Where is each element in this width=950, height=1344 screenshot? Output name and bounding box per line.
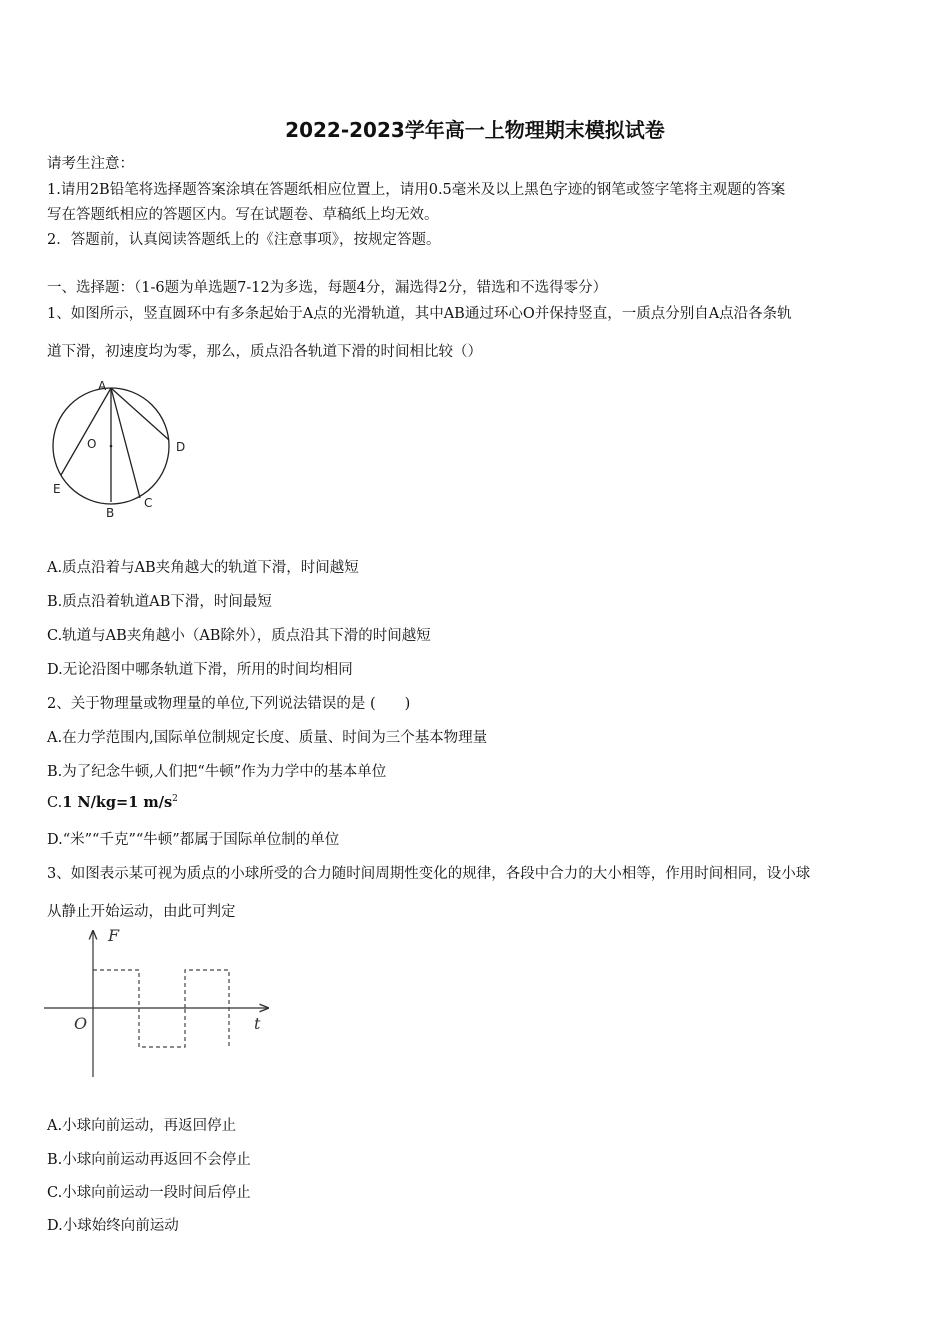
q3-stem-line-1: 3、如图表示某可视为质点的小球所受的合力随时间周期性变化的规律，各段中合力的大小相等，作用时间相同，设小球	[47, 866, 811, 882]
q1-option-b: B.质点沿着轨道AB下滑，时间最短	[47, 594, 272, 610]
q2-option-c-formula: 1 N/kg=1 m/s	[62, 794, 173, 811]
section-heading: 一、选择题：（1-6题为单选题7-12为多选，每题4分，漏选得2分，错选和不选得零分）	[47, 280, 608, 296]
q1-stem-line-2: 道下滑，初速度均为零，那么，质点沿各轨道下滑的时间相比较（）	[47, 344, 482, 360]
label-o: O	[87, 437, 97, 451]
q3-option-d: D.小球始终向前运动	[47, 1218, 179, 1234]
label-f: F	[108, 926, 120, 945]
track-ac	[111, 388, 140, 498]
q2-stem: 2、关于物理量或物理量的单位,下列说法错误的是 ( )	[47, 696, 411, 712]
notice-item-1-line-2: 写在答题纸相应的答题区内。写在试题卷、草稿纸上均无效。	[47, 207, 439, 223]
q3-force-time-graph	[40, 925, 280, 1083]
center-point	[110, 445, 113, 448]
label-t: t	[254, 1014, 261, 1033]
q2-option-c-prefix: C.	[47, 795, 63, 811]
label-a: A	[98, 379, 107, 393]
q2-option-c	[47, 794, 178, 811]
notice-item-1-line-1: 1.请用2B铅笔将选择题答案涂填在答题纸相应位置上，请用0.5毫米及以上黑色字迹的钢笔或签字笔将主观题的答案	[47, 182, 786, 198]
q1-option-a: A.质点沿着与AB夹角越大的轨道下滑，时间越短	[47, 560, 359, 576]
positive-pulse-1	[93, 970, 139, 1008]
label-b: B	[106, 506, 115, 520]
q3-option-c: C.小球向前运动一段时间后停止	[47, 1185, 251, 1201]
label-e: E	[53, 482, 61, 496]
label-d: D	[176, 440, 186, 454]
label-origin: O	[74, 1014, 88, 1033]
negative-pulse-1	[139, 1008, 185, 1047]
notice-heading: 请考生注意：	[47, 156, 134, 172]
q2-option-d: D.“米”“千克”“牛顿”都属于国际单位制的单位	[47, 832, 340, 848]
page-title: 2022-2023学年高一上物理期末模拟试卷	[285, 118, 665, 142]
label-c: C	[144, 496, 153, 510]
q2-option-a: A.在力学范围内,国际单位制规定长度、质量、时间为三个基本物理量	[47, 730, 488, 746]
track-ae	[61, 388, 111, 475]
q3-option-b: B.小球向前运动再返回不会停止	[47, 1152, 251, 1168]
q1-stem-line-1: 1、如图所示，竖直圆环中有多条起始于A点的光滑轨道，其中AB通过环心O并保持竖直，一质点分别自A点沿各条轨	[47, 306, 792, 322]
q3-option-a: A.小球向前运动，再返回停止	[47, 1118, 237, 1134]
q1-option-d: D.无论沿图中哪条轨道下滑，所用的时间均相同	[47, 662, 353, 678]
q3-stem-line-2: 从静止开始运动，由此可判定	[47, 904, 236, 920]
q2-option-b: B.为了纪念牛顿,人们把“牛顿”作为力学中的基本单位	[47, 764, 387, 780]
q2-option-c-exponent: 2	[172, 794, 178, 805]
q1-option-c: C.轨道与AB夹角越小（AB除外），质点沿其下滑的时间越短	[47, 628, 431, 644]
notice-item-2: 2．答题前，认真阅读答题纸上的《注意事项》，按规定答题。	[47, 232, 441, 248]
q1-circle-figure	[45, 374, 200, 522]
